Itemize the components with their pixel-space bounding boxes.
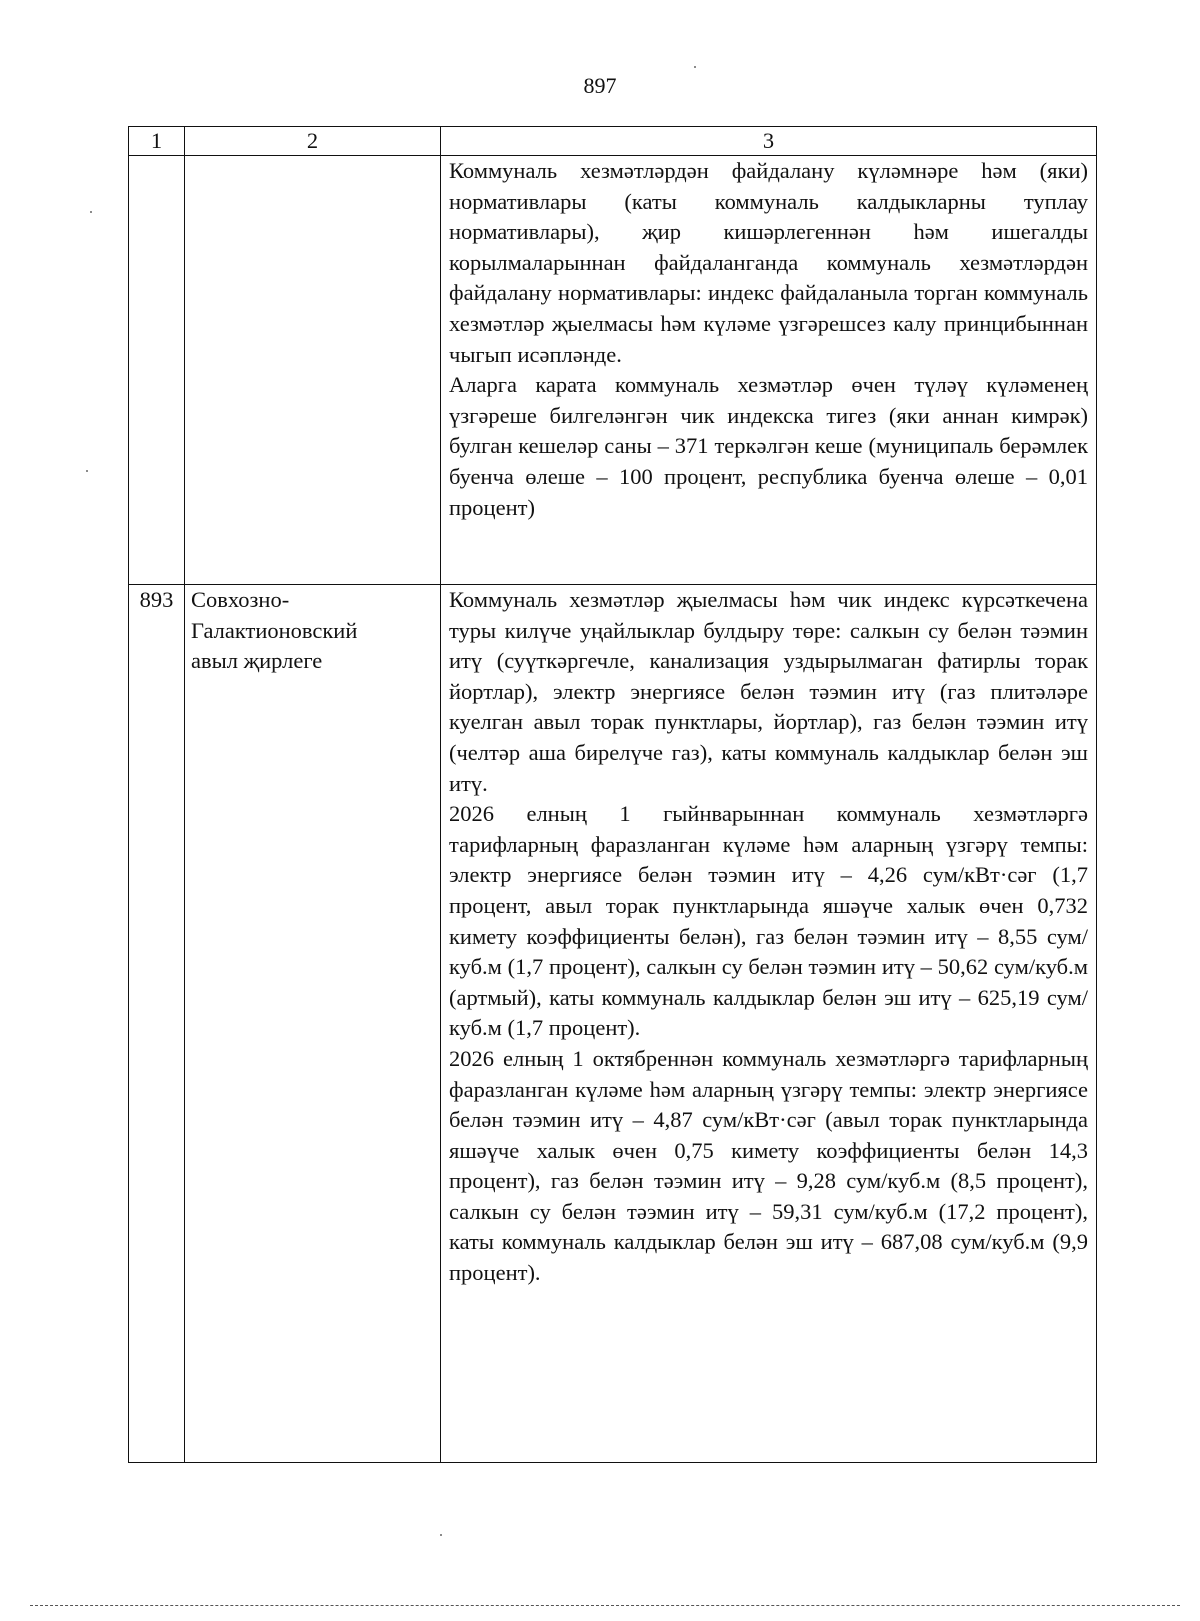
document-table — [128, 126, 1097, 1463]
description-paragraph: 2026 елның 1 гыйнварыннан коммуналь хезмәтләргә тарифларның фаразланган күләме һәм аларның үзгәрү темпы: электр энергиясе белән тәэмин итү – 4,26 сум/кВт·сәг (1,7 процент, авыл торак пунктларында яшәүче халык өчен 0,732 кимету коэффициенты белән), газ белән тәэмин итү – 8,55 сум/куб.м (1,7 процент), салкын су белән тәэмин итү – 50,62 сум/куб.м (артмый), каты коммуналь калдыклар белән эш итү – 625,19 сум/куб.м (1,7 процент). — [449, 801, 1088, 1041]
scan-speck — [86, 470, 88, 472]
table-row — [129, 156, 1097, 585]
scan-edge-line — [30, 1605, 1180, 1606]
column-header-3: 3 — [441, 127, 1097, 156]
row-number-cell — [129, 156, 185, 585]
municipality-name-cell — [185, 156, 441, 585]
municipality-name-line: Совхозно- — [191, 587, 290, 612]
description-cell — [441, 585, 1097, 1463]
table-header-row — [129, 127, 1097, 156]
description-paragraph: Коммуналь хезмәтләр җыелмасы һәм чик индекс күрсәткечена туры килүче уңайлыклар булдыру төре: салкын су белән тәэмин итү (суүткәргечле, канализация уздырылмаган фатирлы торак йортлар), электр энергиясе белән тәэмин итү (газ плитәләре куелган авыл торак пунктлары, йортлар), газ белән тәэмин итү (челтәр аша бирелүче газ), каты коммуналь калдыклар белән эш итү. — [449, 587, 1088, 796]
column-header-1: 1 — [129, 127, 185, 156]
scan-speck — [694, 66, 696, 68]
municipality-name-line: авыл җирлеге — [191, 648, 323, 674]
description-paragraph: 2026 елның 1 октябреннән коммуналь хезмәтләргә тарифларның фаразланган күләме һәм аларның үзгәрү темпы: электр энергиясе белән тәэмин итү – 4,87 сум/кВт·сәг (авыл торак пунктларында яшәүче халык өчен 0,75 кимету коэффициенты белән 14,3 процент), газ белән тәэмин итү – 9,28 сум/куб.м (8,5 процент), салкын су белән тәэмин итү – 59,31 сум/куб.м (17,2 процент), каты коммуналь калдыклар белән эш итү – 687,08 сум/куб.м (9,9 процент). — [449, 1045, 1088, 1286]
table-row — [129, 585, 1097, 1463]
scan-speck — [440, 1534, 442, 1536]
municipality-name-cell — [185, 585, 441, 1463]
column-header-2: 2 — [185, 127, 441, 156]
row-number-cell: 893 — [129, 585, 185, 1463]
description-cell — [441, 156, 1097, 585]
description-paragraph: Коммуналь хезмәтләрдән файдалану күләмнәре һәм (яки) нормативлары (каты коммуналь калдыкларны туплау нормативлары), җир кишәрлегеннән һәм ишегалды корылмаларыннан файдаланганда коммуналь хезмәтләрдән файдалану нормативлары: индекс файдаланыла торган коммуналь хезмәтләр җыелмасы һәм күләме үзгәрешсез калу принцибыннан чыгып исәпләнде. — [449, 158, 1088, 367]
description-paragraph: Аларга карата коммуналь хезмәтләр өчен түләү күләменең үзгәреше билгеләнгән чик индекска тигез (яки аннан кимрәк) булган кешеләр саны – 371 теркәлгән кеше (муниципаль берәмлек буенча өлеше – 100 процент, республика буенча өлеше – 0,01 процент) — [449, 372, 1088, 520]
scan-speck — [90, 211, 92, 213]
municipality-name-line: Галактионовский — [191, 617, 358, 643]
page-number: 897 — [583, 73, 617, 98]
